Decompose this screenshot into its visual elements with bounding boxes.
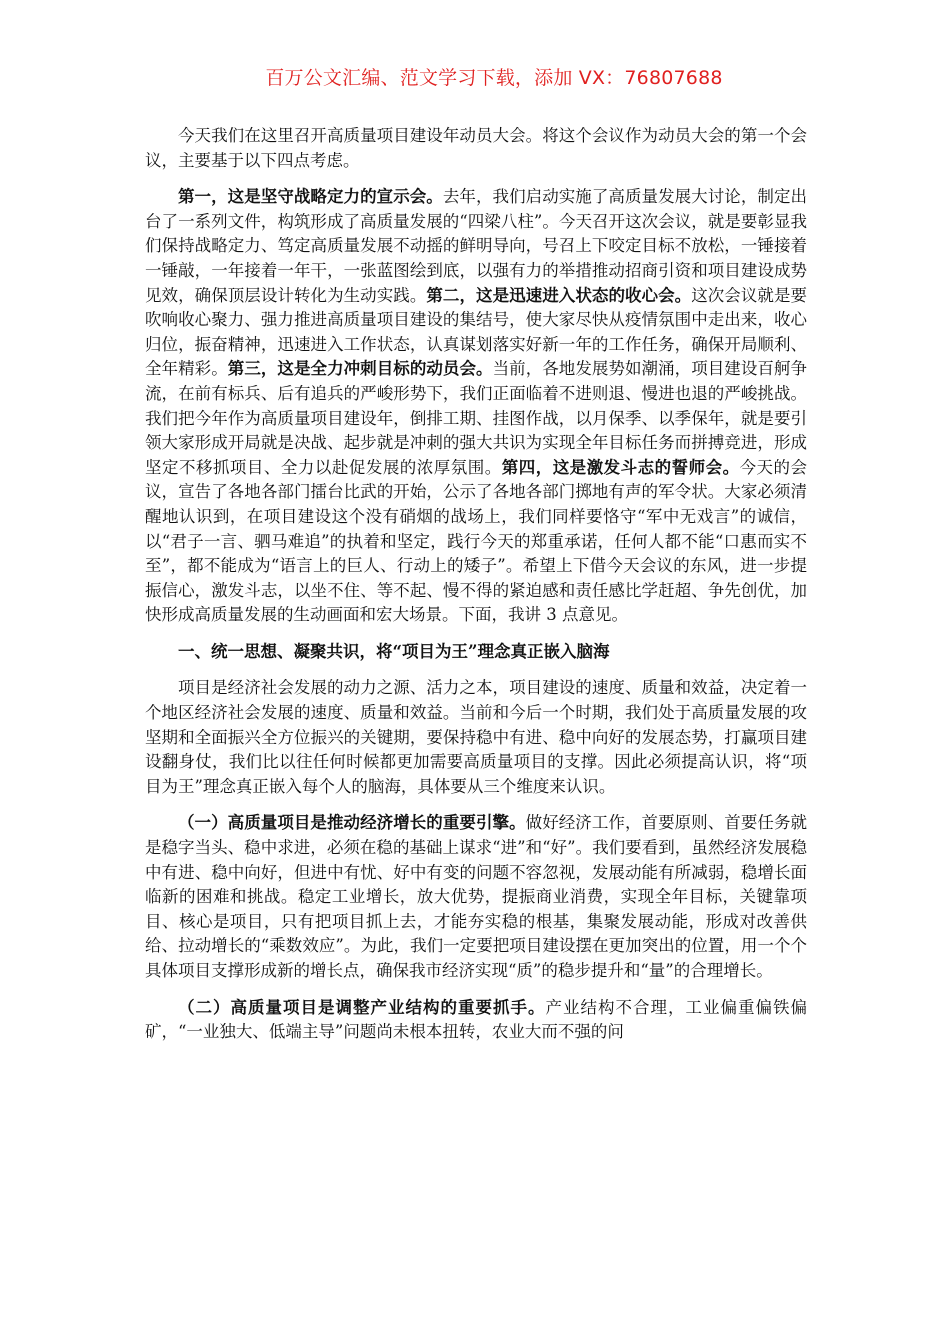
subsection-two-text: 产业结构不合理，工业偏重偏铁偏矿，“一业独大、低端主导”问题尚未根本扭转，农业大而不强的问 bbox=[145, 997, 807, 1042]
subsection-one-paragraph bbox=[145, 811, 807, 983]
section-one-intro-paragraph: 项目是经济社会发展的动力之源、活力之本，项目建设的速度、质量和效益，决定着一个地区经济社会发展的速度、质量和效益。当前和今后一个时期，我们处于高质量发展的攻坚期和全面振兴全方位振兴的关键期，要保持稳中有进、稳中向好的发展态势，打赢项目建设翻身仗，我们比以往任何时候都更加需要高质量项目的支撑。因此必须提高认识，将“项目为王”理念真正嵌入每个人的脑海，具体要从三个维度来认识。 bbox=[145, 678, 807, 796]
subsection-two-heading: （二）高质量项目是调整产业结构的重要抓手。 bbox=[178, 997, 546, 1017]
subsection-one-heading: （一）高质量项目是推动经济增长的重要引擎。 bbox=[178, 813, 526, 833]
section-one-heading: 一、统一思想、凝聚共识，将“项目为王”理念真正嵌入脑海 bbox=[178, 641, 610, 661]
point-four-heading: 第四，这是激发斗志的誓师会。 bbox=[501, 457, 740, 477]
point-two-heading: 第二，这是迅速进入状态的收心会。 bbox=[426, 285, 692, 305]
four-considerations-paragraph bbox=[145, 185, 807, 628]
point-four-text: 今天的会议，宣告了各地各部门擂台比武的开始，公示了各地各部门掷地有声的军令状。大家必须清醒地认识到，在项目建设这个没有硝烟的战场上，我们同样要恪守“军中无戏言”的诚信，以“君子一言、驷马难追”的执着和坚定，践行今天的郑重承诺，任何人都不能“口惠而实不至”，都不能成为“语言上的巨人、行动上的矮子”。希望上下借今天会议的东风，进一步提振信心，激发斗志，以坐不住、等不起、慢不得的紧迫感和责任感比学赶超、争先创优，加快形成高质量发展的生动画面和宏大场景。下面，我讲 3 点意见。 bbox=[145, 457, 808, 625]
subsection-two-paragraph bbox=[145, 996, 807, 1045]
watermark-header: 百万公文汇编、范文学习下载，添加 VX：76807688 bbox=[265, 67, 723, 89]
point-one-heading: 第一，这是坚守战略定力的宣示会。 bbox=[178, 187, 443, 207]
point-three-heading: 第三，这是全力冲刺目标的动员会。 bbox=[227, 359, 493, 379]
point-two-text: 这次会议就是要吹响收心聚力、强力推进高质量项目建设的集结号，使大家尽快从疫情氛围中走出来，收心归位，振奋精神，迅速进入工作状态，认真谋划落实好新一年的工作任务，确保开局顺利、全年精彩。 bbox=[145, 285, 808, 379]
point-three-text: 当前，各地发展势如潮涌，项目建设百舸争流，在前有标兵、后有追兵的严峻形势下，我们正面临着不进则退、慢进也退的严峻挑战。我们把今年作为高质量项目建设年，倒排工期、挂图作战，以月保季、以季保年，就是要引领大家形成开局就是决战、起步就是冲刺的强大共识为实现全年目标任务而拼搏竞进，形成坚定不移抓项目、全力以赴促发展的浓厚氛围。 bbox=[145, 359, 808, 477]
document-body bbox=[145, 124, 807, 1057]
intro-paragraph: 今天我们在这里召开高质量项目建设年动员大会。将这个会议作为动员大会的第一个会议，主要基于以下四点考虑。 bbox=[145, 126, 807, 170]
subsection-one-text: 做好经济工作，首要原则、首要任务就是稳字当头、稳中求进，必须在稳的基础上谋求“进”和“好”。我们要看到，虽然经济发展稳中有进、稳中向好，但进中有忧、好中有变的问题不容忽视，发展动能有所减弱，稳增长面临新的困难和挑战。稳定工业增长，放大优势，提振商业消费，实现全年目标，关键靠项目、核心是项目，只有把项目抓上去，才能夯实稳的根基，集聚发展动能，形成对改善供给、拉动增长的“乘数效应”。为此，我们一定要把项目建设摆在更加突出的位置，用一个个具体项目支撑形成新的增长点，确保我市经济实现“质”的稳步提升和“量”的合理增长。 bbox=[145, 813, 808, 980]
point-one-text: 去年，我们启动实施了高质量发展大讨论，制定出台了一系列文件，构筑形成了高质量发展的“四梁八柱”。今天召开这次会议，就是要彰显我们保持战略定力、笃定高质量发展不动摇的鲜明导向，号召上下咬定目标不放松，一锤接着一锤敲，一年接着一年干，一张蓝图绘到底，以强有力的举措推动招商引资和项目建设成势见效，确保顶层设计转化为生动实践。 bbox=[145, 187, 808, 305]
